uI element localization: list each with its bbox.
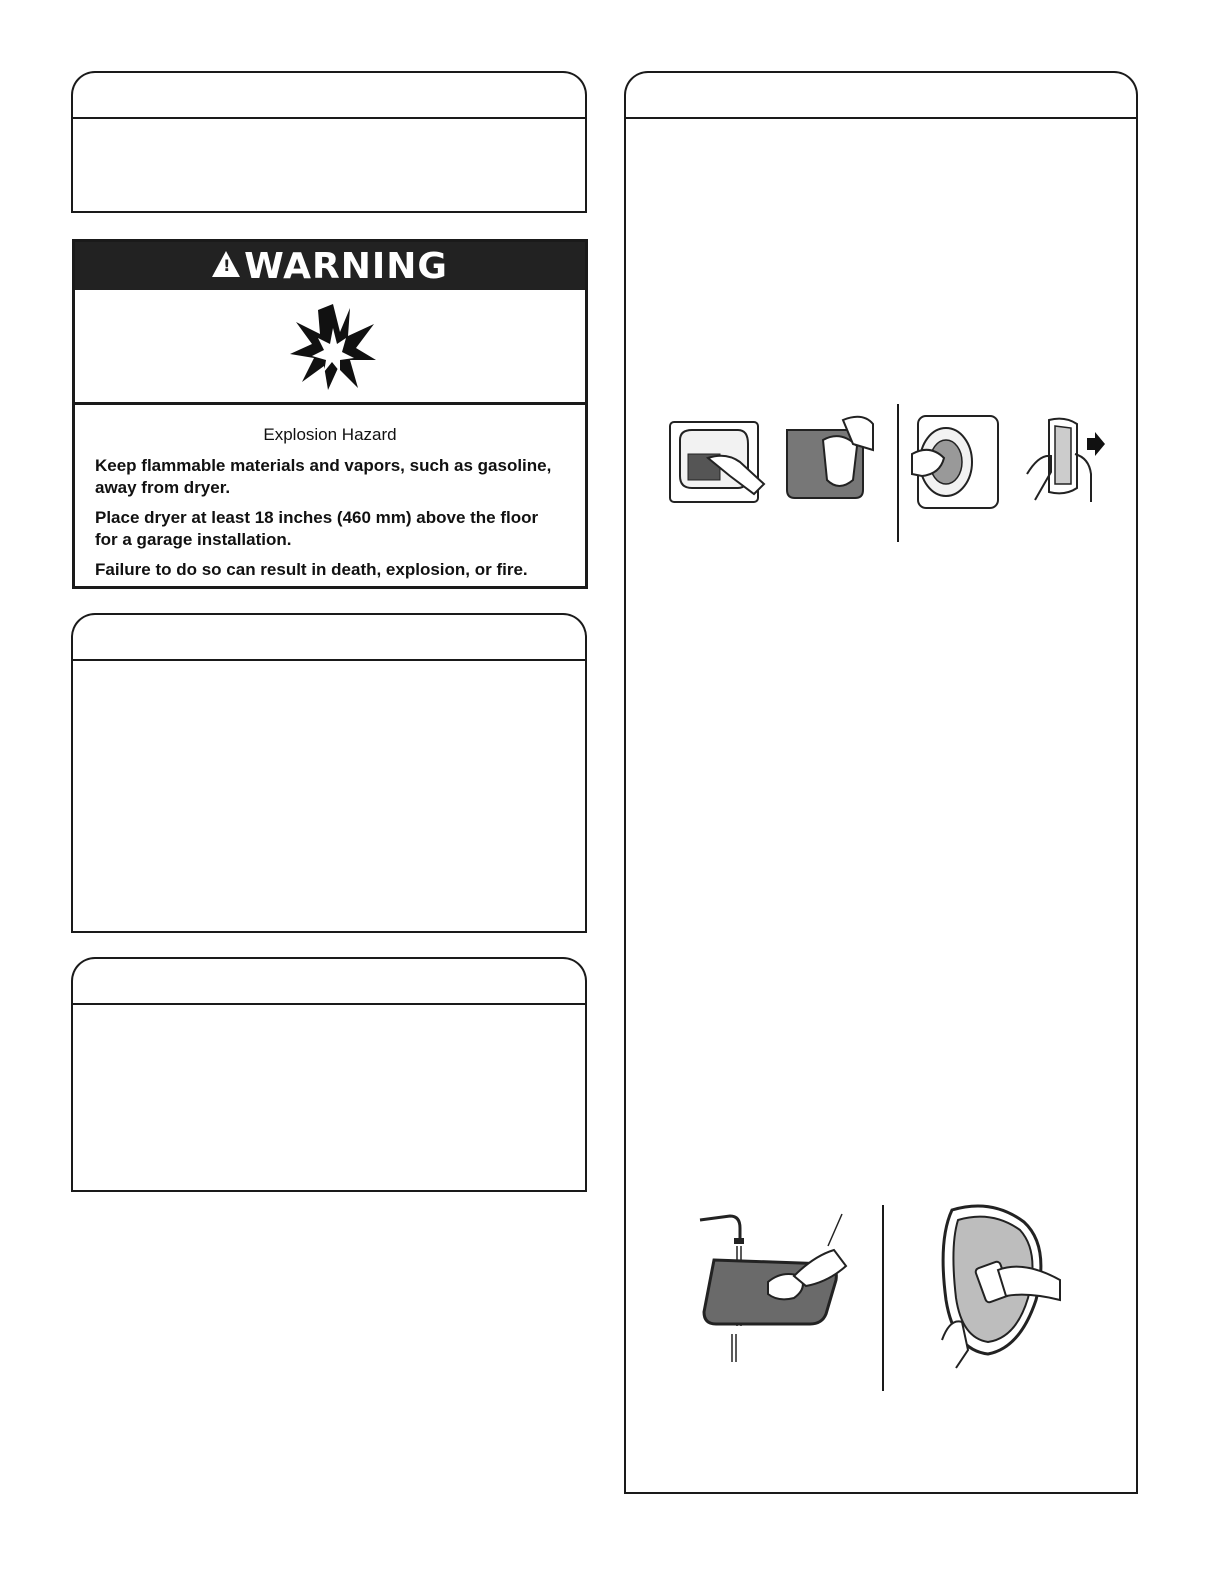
warning-statement-3: Failure to do so can result in death, explosion, or fire. <box>95 560 528 579</box>
section-body-3 <box>71 1003 587 1192</box>
wiping-lint-screen-illustration <box>783 410 875 502</box>
warning-box <box>72 239 588 589</box>
warning-header <box>75 242 585 290</box>
rinsing-screen-illustration <box>696 1206 848 1364</box>
warning-pictogram-area <box>75 290 585 405</box>
warning-signal-word: WARNING <box>244 245 448 287</box>
illustration-divider-top <box>897 404 899 542</box>
section-body-2 <box>71 659 587 933</box>
illustration-divider-bottom <box>882 1205 884 1391</box>
removing-filter-illustration <box>1025 414 1105 504</box>
brushing-oval-screen-illustration <box>932 1200 1062 1370</box>
alert-triangle-icon <box>212 251 240 277</box>
warning-statement-1: Keep flammable materials and vapors, such as gasoline, away from dryer. <box>95 456 552 497</box>
warning-text-area <box>75 405 585 586</box>
lint-screen-removal-illustration <box>668 412 768 504</box>
drum-lint-filter-illustration <box>910 414 1000 510</box>
section-tab-2 <box>71 613 587 661</box>
section-tab-right <box>624 71 1138 119</box>
section-body-1 <box>71 117 587 213</box>
warning-statement-2: Place dryer at least 18 inches (460 mm) above the floor for a garage installation. <box>95 508 539 549</box>
explosion-icon <box>288 302 378 392</box>
hazard-title: Explosion Hazard <box>263 425 397 444</box>
section-tab-3 <box>71 957 587 1005</box>
section-tab-1 <box>71 71 587 119</box>
